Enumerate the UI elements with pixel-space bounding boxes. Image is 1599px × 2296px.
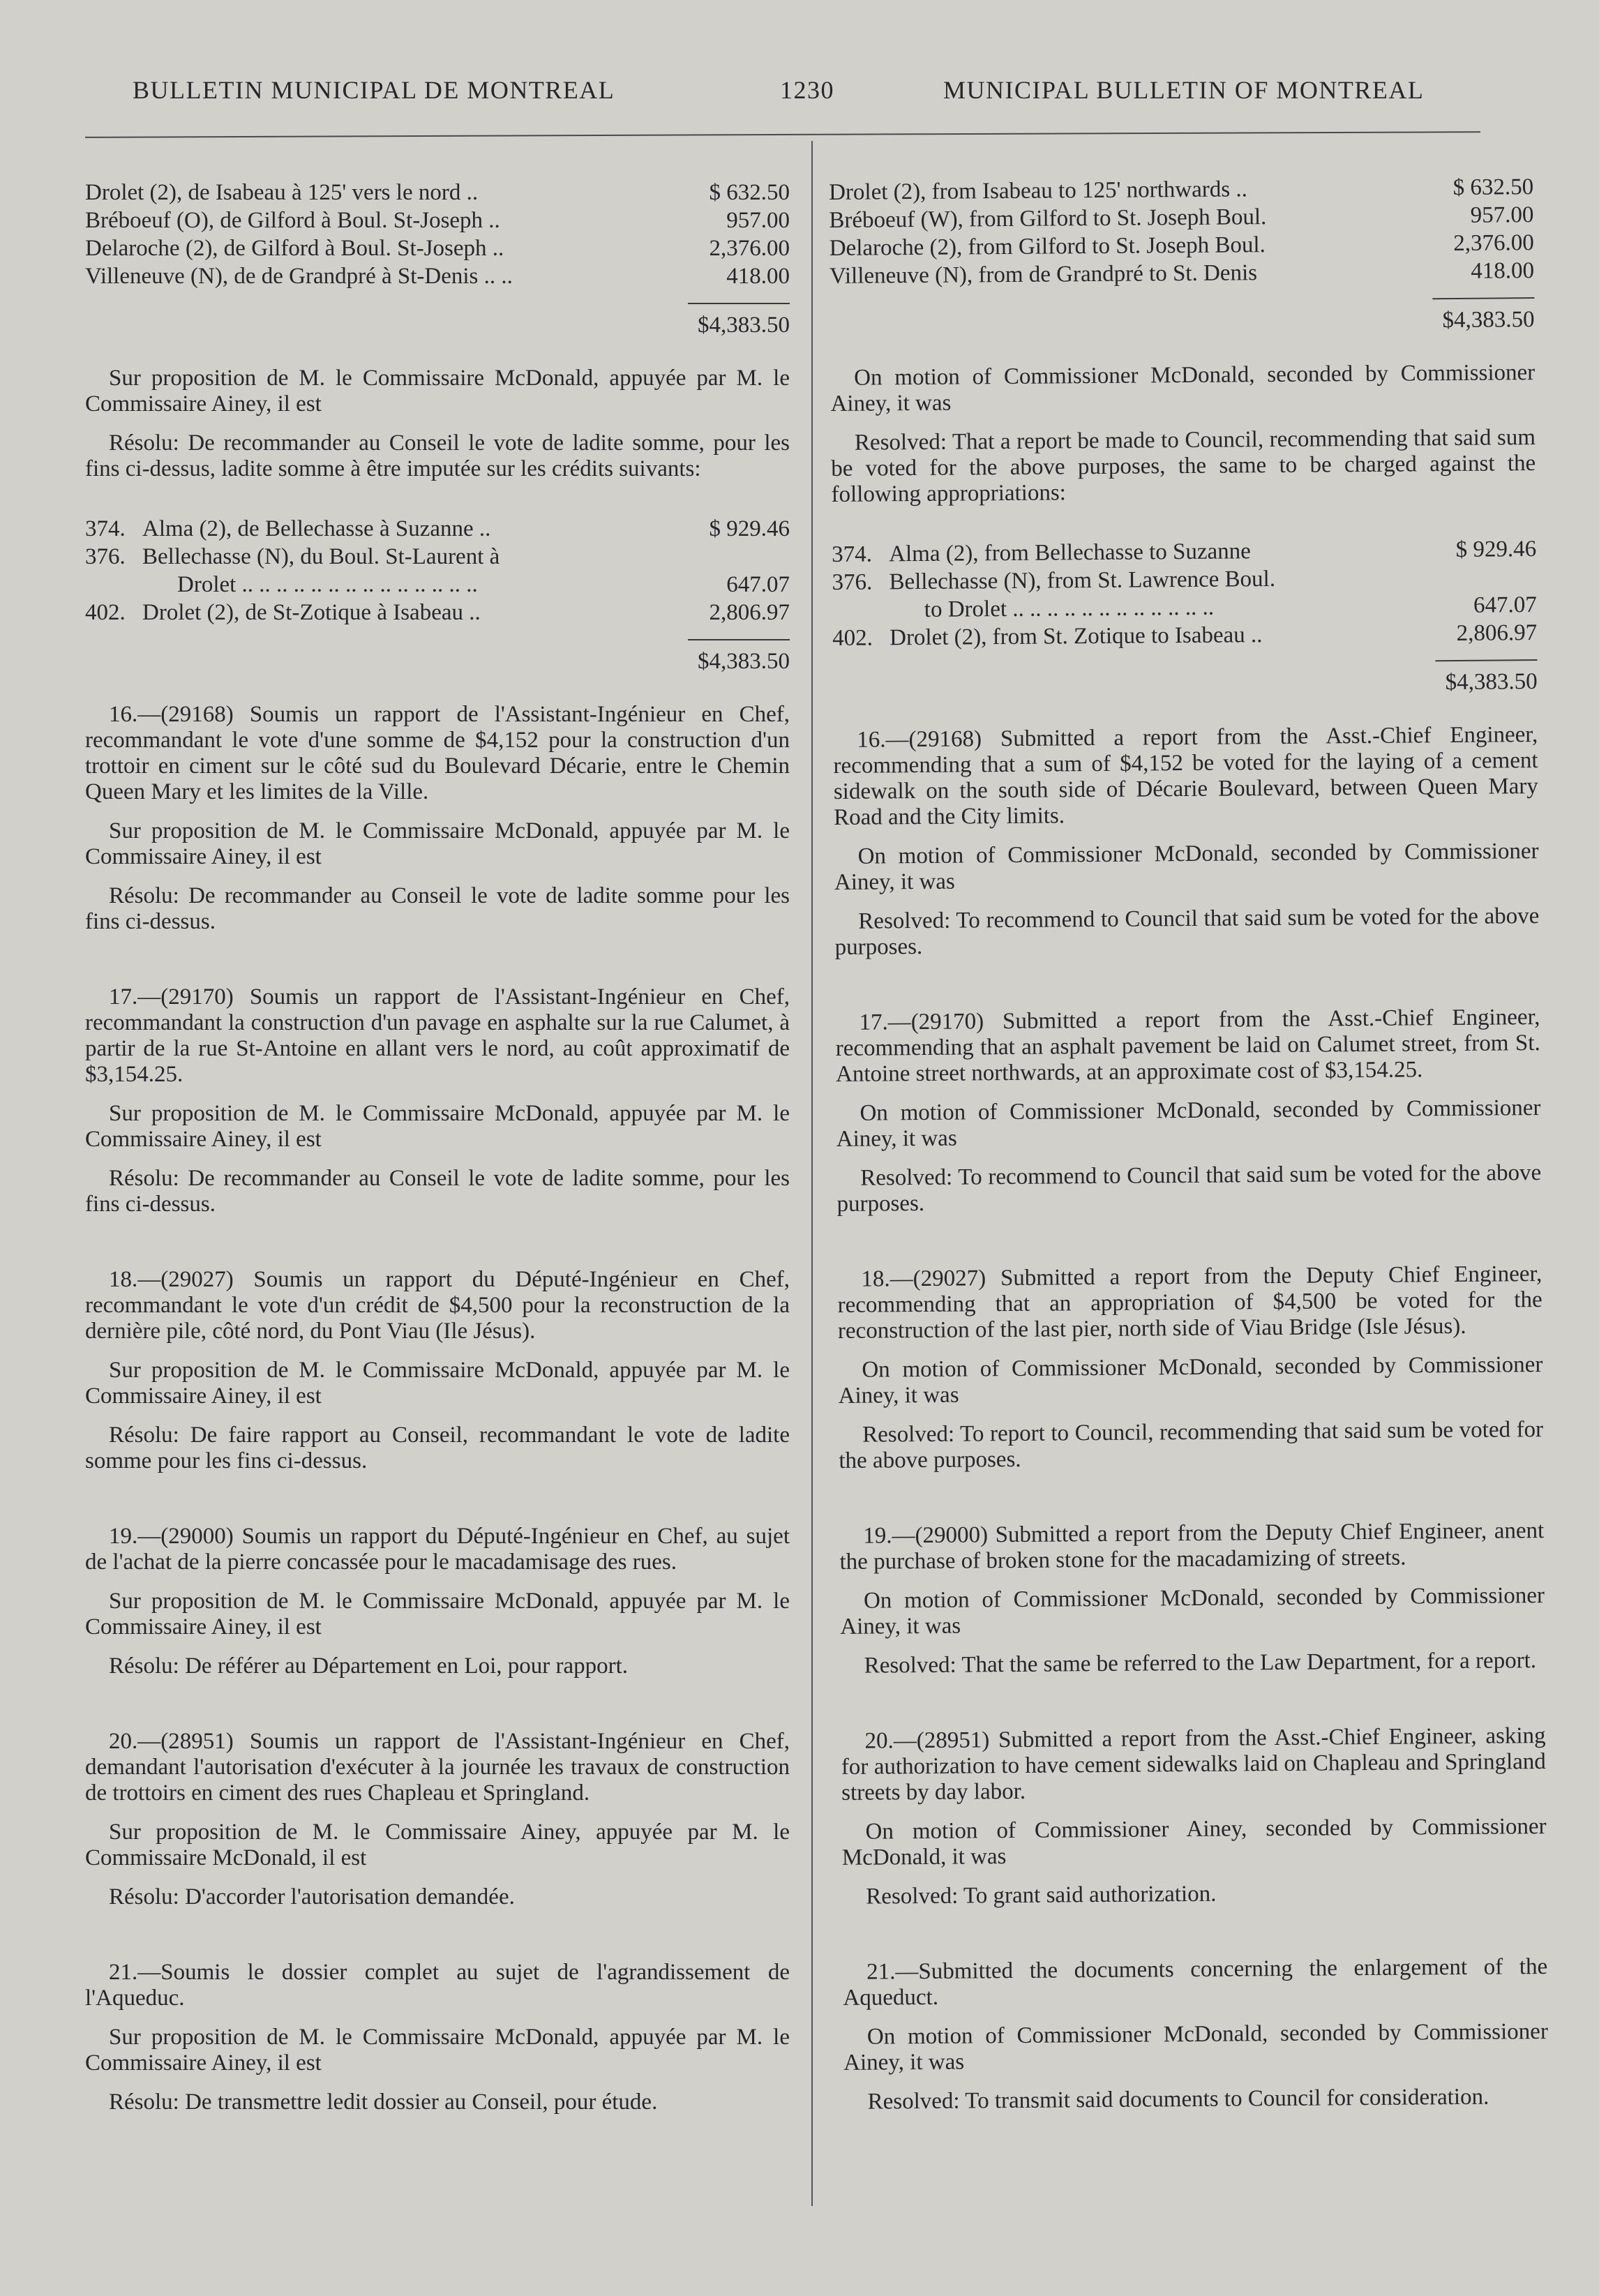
motion-paragraph: On motion of Commissioner Ainey, seconded by Commissioner McDonald, it was [841,1813,1547,1870]
list-item-amount: $ 929.46 [1455,537,1537,562]
total-rule [1432,297,1534,299]
motion-paragraph: On motion of Commissioner McDonald, seconded by Commissioner Ainey, it was [830,360,1536,417]
item-19-paragraph: 19.—(29000) Soumis un rapport du Député-Ingénieur en Chef, au sujet de l'achat de la pierre concassée pour le macadamisage des rues. [85,1524,790,1575]
page-header [0,75,1599,117]
header-title-english: MUNICIPAL BULLETIN OF MONTREAL [943,76,1425,104]
item-19-paragraph: 19.—(29000) Submitted a report from the Deputy Chief Engineer, anent the purchase of broken stone for the macadamizing of streets. [839,1518,1545,1575]
resolution-paragraph: Resolved: To recommend to Council that said sum be voted for the above purposes. [836,1160,1542,1217]
total-rule [688,639,790,640]
item-20-paragraph: 20.—(28951) Submitted a report from the Asst.-Chief Engineer, asking for authorization to have cement sidewalks laid on Chapleau and Springland streets by day labor. [841,1723,1546,1806]
resolution-paragraph: Resolved: To transmit said documents to Council for consideration. [867,2084,1489,2115]
appropriation-list [85,516,790,628]
motion-paragraph: Sur proposition de M. le Commissaire McDonald, appuyée par M. le Commissaire Ainey, il est [85,2025,790,2076]
list-item-text: Bellechasse (N), from St. Lawrence Boul. [889,566,1276,595]
list-item-amount: 2,376.00 [709,236,790,261]
list-item-amount: $ 929.46 [709,516,790,541]
motion-paragraph: On motion of Commissioner McDonald, seconded by Commissioner Ainey, it was [840,1583,1545,1640]
appropriation-list [832,537,1537,654]
total-rule [688,303,790,304]
list-item-amount: 647.07 [726,572,790,597]
list-item-number: 376. [85,544,126,569]
list-item-amount: $ 632.50 [709,180,790,205]
header-rule [85,131,1480,138]
resolution-paragraph: Resolved: To recommend to Council that said sum be voted for the above purposes. [834,903,1540,960]
resolution-paragraph: Resolved: To report to Council, recommending that said sum be voted for the above purposes. [839,1417,1544,1473]
total-rule [1435,659,1537,661]
item-18-paragraph: 18.—(29027) Submitted a report from the Deputy Chief Engineer, recommending that an appropriation of $4,500 be voted for the reconstruction of the last pier, north side of Viau Bridge (Isle Jésus). [837,1261,1542,1344]
resolution-paragraph: Résolu: De recommander au Conseil le vote de ladite somme, pour les fins ci-dessus, ladite somme à être imputée sur les crédits suivants: [85,430,790,481]
list-item-amount: 2,806.97 [709,600,790,625]
total-amount: $4,383.50 [1442,307,1535,333]
list-item-text: Bréboeuf (W), from Gilford to St. Joseph Boul. [829,204,1267,233]
list-item-text: Villeneuve (N), from de Grandpré to St. Denis [829,260,1258,289]
motion-paragraph: On motion of Commissioner McDonald, seconded by Commissioner Ainey, it was [836,1095,1541,1152]
list-item-number: 374. [85,516,126,541]
item-17-paragraph: 17.—(29170) Submitted a report from the Asst.-Chief Engineer, recommending that an asphalt pavement be laid on Calumet street, from St. Antoine street northwards, at an approximate cost of $3,154.25. [835,1005,1540,1087]
list-item [85,600,790,628]
resolution-paragraph: Résolu: De transmettre ledit dossier au Conseil, pour étude. [109,2089,658,2115]
item-21-paragraph: 21.—Soumis le dossier complet au sujet de l'agrandissement de l'Aqueduc. [85,1960,790,2011]
list-item-amount: 957.00 [1470,202,1534,228]
list-item-amount: 418.00 [1471,258,1535,284]
list-item-text: to Drolet .. .. .. .. .. .. .. .. .. .. .. .. [924,594,1215,622]
list-item-text: Drolet (2), from St. Zotique to Isabeau .. [889,622,1263,651]
total-amount: $4,383.50 [698,649,790,674]
list-item [85,516,790,544]
list-item-amount: $ 632.50 [1452,174,1534,200]
item-21-paragraph: 21.—Submitted the documents concerning the enlargement of the Aqueduct. [843,1953,1548,2011]
list-item-text: Drolet (2), de Isabeau à 125' vers le nord .. [85,180,479,205]
page-number: 1230 [780,76,834,104]
list-item-amount: 418.00 [726,264,790,289]
list-item-amount: 2,376.00 [1453,230,1534,256]
column-divider [811,141,813,2206]
motion-paragraph: Sur proposition de M. le Commissaire McDonald, appuyée par M. le Commissaire Ainey, il est [85,818,790,869]
resolution-paragraph: Resolved: That the same be referred to the Law Department, for a report. [864,1648,1537,1679]
motion-paragraph: On motion of Commissioner McDonald, seconded by Commissioner Ainey, it was [838,1352,1543,1409]
item-16-paragraph: 16.—(29168) Submitted a report from the Asst.-Chief Engineer, recommending that a sum of $4,152 be voted for the laying of a cement sidewalk on the south side of Décarie Boulevard, between Queen Mary Road and the City limits. [833,722,1538,830]
list-item [829,258,1534,292]
motion-paragraph: Sur proposition de M. le Commissaire Ainey, appuyée par M. le Commissaire McDonald, il est [85,1819,790,1870]
motion-paragraph: On motion of Commissioner McDonald, seconded by Commissioner Ainey, it was [843,2018,1549,2076]
resolution-paragraph: Résolu: De référer au Département en Loi, pour rapport. [109,1653,629,1679]
list-item [85,572,790,600]
resolution-paragraph: Résolu: De recommander au Conseil le vote de ladite somme, pour les fins ci-dessus. [85,1166,790,1217]
motion-paragraph: On motion of Commissioner McDonald, seconded by Commissioner Ainey, it was [834,839,1539,895]
motion-paragraph: Sur proposition de M. le Commissaire McDonald, appuyée par M. le Commissaire Ainey, il est [85,1101,790,1152]
list-item-text: Alma (2), de Bellechasse à Suzanne .. [142,516,491,541]
english-column [829,174,1549,2129]
list-item-text: Bréboeuf (O), de Gilford à Boul. St-Joseph .. [85,208,500,233]
motion-paragraph: Sur proposition de M. le Commissaire McDonald, appuyée par M. le Commissaire Ainey, il est [85,1589,790,1640]
item-20-paragraph: 20.—(28951) Soumis un rapport de l'Assistant-Ingénieur en Chef, demandant l'autorisation d'exécuter à la journée les travaux de construction de trottoirs en ciment des rues Chapleau et Springland. [85,1729,790,1806]
total-amount: $4,383.50 [698,313,790,338]
list-item-text: Delaroche (2), from Gilford to St. Joseph Boul. [829,232,1266,261]
list-item-number: 376. [832,569,873,595]
list-item-amount: 647.07 [1473,592,1537,618]
list-item-text: Delaroche (2), de Gilford à Boul. St-Joseph .. [85,236,504,261]
header-title-french: BULLETIN MUNICIPAL DE MONTREAL [133,76,615,104]
item-18-paragraph: 18.—(29027) Soumis un rapport du Député-Ingénieur en Chef, recommandant le vote d'un crédit de $4,500 pour la reconstruction de la dernière pile, côté nord, du Pont Viau (Ile Jésus). [85,1267,790,1344]
motion-paragraph: Sur proposition de M. le Commissaire McDonald, appuyée par M. le Commissaire Ainey, il est [85,1358,790,1409]
list-item-number: 374. [832,541,873,567]
resolution-paragraph: Resolved: To grant said authorization. [866,1881,1217,1909]
item-17-paragraph: 17.—(29170) Soumis un rapport de l'Assistant-Ingénieur en Chef, recommandant la construction d'un pavage en asphalte sur la rue Calumet, à partir de la rue St-Antoine en allant vers le nord, au coût approximatif de $3,154.25. [85,984,790,1087]
street-list [829,174,1534,292]
list-item-text: Alma (2), from Bellechasse to Suzanne [889,539,1252,567]
list-item-number: 402. [85,600,126,625]
list-item-amount: 2,806.97 [1456,620,1538,646]
list-item-number: 402. [832,625,873,651]
total-amount: $4,383.50 [1445,669,1538,696]
street-list [85,180,790,292]
list-item-text: Drolet .. .. .. .. .. .. .. .. .. .. .. .. .. .. [177,572,478,597]
list-item [85,264,790,292]
list-item [85,236,790,264]
list-item [85,180,790,208]
list-item [832,620,1537,654]
resolution-paragraph: Résolu: De recommander au Conseil le vote de ladite somme pour les fins ci-dessus. [85,883,790,934]
list-item-text: Drolet (2), de St-Zotique à Isabeau .. [142,600,481,625]
list-item [85,208,790,236]
motion-paragraph: Sur proposition de M. le Commissaire McDonald, appuyée par M. le Commissaire Ainey, il est [85,366,790,417]
list-item [85,544,790,572]
resolution-paragraph: Résolu: De faire rapport au Conseil, recommandant le vote de ladite somme pour les fins ci-dessus. [85,1423,790,1473]
resolution-paragraph: Resolved: That a report be made to Council, recommending that said sum be voted for the above purposes, the same to be charged against the following appropriations: [831,425,1536,507]
list-item-amount: 957.00 [726,208,790,233]
list-item-text: Drolet (2), from Isabeau to 125' northwards .. [829,177,1248,205]
list-item-text: Bellechasse (N), du Boul. St-Laurent à [142,544,500,569]
resolution-paragraph: Résolu: D'accorder l'autorisation demandée. [109,1884,515,1909]
item-16-paragraph: 16.—(29168) Soumis un rapport de l'Assistant-Ingénieur en Chef, recommandant le vote d'une somme de $4,152 pour la construction d'un trottoir en ciment sur le côté sud du Boulevard Décarie, entre le Chemin Queen Mary et les limites de la Ville. [85,702,790,804]
list-item-text: Villeneuve (N), de de Grandpré à St-Denis .. .. [85,264,513,289]
french-column [85,180,790,2129]
